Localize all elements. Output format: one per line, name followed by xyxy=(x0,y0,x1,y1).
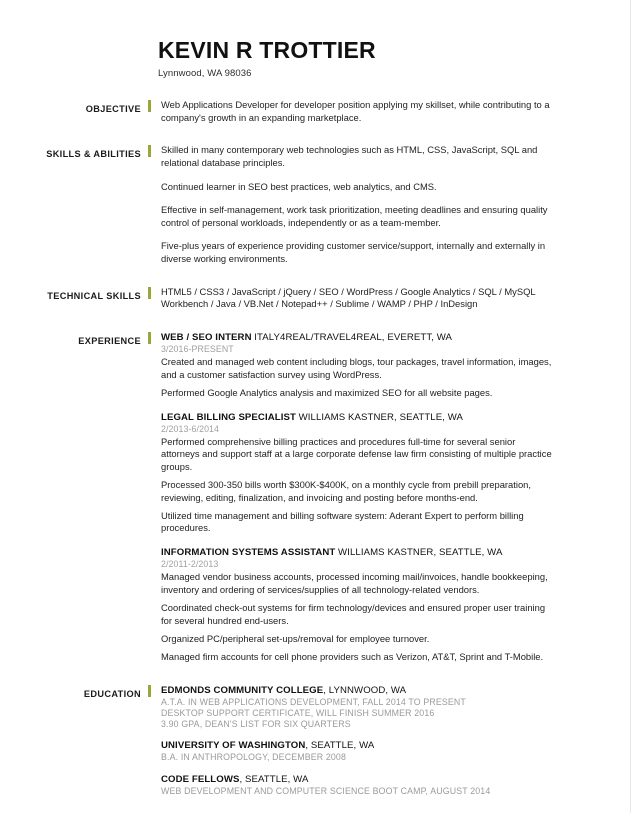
education-content xyxy=(151,684,630,797)
education-detail: B.A. IN ANTHROPOLOGY, DECEMBER 2008 xyxy=(161,752,346,763)
job-company: ITALY4REAL/TRAVEL4REAL, EVERETT, WA xyxy=(254,331,453,343)
section-label-education: EDUCATION xyxy=(83,688,141,699)
education-detail: 3.90 GPA, DEAN'S LIST FOR SIX QUARTERS xyxy=(161,719,351,730)
job-bullet: Organized PC/peripheral set-ups/removal for employee turnover. xyxy=(161,633,430,645)
job-bullet: Coordinated check-out systems for firm technology/devices and ensured proper user training for several hundred end-users. xyxy=(161,602,546,626)
job-title: LEGAL BILLING SPECIALIST xyxy=(161,411,296,423)
education-detail: A.T.A. IN WEB APPLICATIONS DEVELOPMENT, FALL 2014 TO PRESENT xyxy=(161,696,466,707)
job-company: WILLIAMS KASTNER, SEATTLE, WA xyxy=(298,411,464,423)
skills-content xyxy=(151,144,630,265)
education-entry xyxy=(161,739,552,763)
objective-content xyxy=(151,99,630,124)
section-education xyxy=(0,684,630,797)
job-company: WILLIAMS KASTNER, SEATTLE, WA xyxy=(338,546,503,558)
job-title: INFORMATION SYSTEMS ASSISTANT xyxy=(161,546,336,558)
job-bullet: Managed firm accounts for cell phone providers such as Verizon, AT&T, Sprint and T-Mobile. xyxy=(161,651,544,663)
section-technical-skills xyxy=(0,286,630,311)
skills-paragraph: Skilled in many contemporary web technologies such as HTML, CSS, JavaScript, SQL and relational database principles. xyxy=(161,144,538,169)
experience-heading xyxy=(161,546,552,559)
objective-label-column xyxy=(0,99,148,117)
experience-entry xyxy=(161,331,552,400)
job-bullet: Managed vendor business accounts, processed incoming mail/invoices, handle bookkeeping, inventory and ordering of services/supplies of all technology-related vendors. xyxy=(161,571,548,595)
education-entry xyxy=(161,684,552,731)
job-bullet: Created and managed web content including blogs, tour packages, travel information, images, and a customer satisfaction survey using WordPress. xyxy=(161,356,552,380)
objective-paragraph: Web Applications Developer for developer position applying my skillset, while contributing to a company's growth in an expanding marketplace. xyxy=(161,99,550,123)
section-skills-abilities xyxy=(0,144,630,265)
section-label-objective: OBJECTIVE xyxy=(85,104,141,115)
education-school: CODE FELLOWS xyxy=(161,773,240,785)
skills-label-column xyxy=(0,144,148,162)
section-objective xyxy=(0,99,630,124)
education-school: UNIVERSITY OF WASHINGTON xyxy=(161,740,306,752)
candidate-location: Lynnwood, WA 98036 xyxy=(158,68,252,80)
job-bullet: Performed comprehensive billing practices and procedures full-time for several senior attorneys and support staff at a large corporate defense law firm consisting of multiple practice groups. xyxy=(161,436,552,472)
skills-paragraph: Effective in self-management, work task prioritization, meeting deadlines and ensuring quality control of personal workloads, independently or as a team-member. xyxy=(161,204,548,228)
section-experience xyxy=(0,331,630,664)
job-title: WEB / SEO INTERN xyxy=(161,331,252,343)
education-location: , SEATTLE, WA xyxy=(305,740,375,752)
experience-heading xyxy=(161,331,552,344)
section-label-technical-skills: TECHNICAL SKILLS xyxy=(47,290,141,301)
candidate-name: KEVIN R TROTTIER xyxy=(158,37,376,63)
education-detail: DESKTOP SUPPORT CERTIFICATE, WILL FINISH SUMMER 2016 xyxy=(161,708,435,719)
job-bullet: Utilized time management and billing software system: Aderant Expert to perform billing procedures. xyxy=(161,510,524,534)
education-heading xyxy=(161,739,552,752)
education-entry xyxy=(161,773,552,797)
education-detail: WEB DEVELOPMENT AND COMPUTER SCIENCE BOOT CAMP, AUGUST 2014 xyxy=(161,785,491,796)
skills-paragraph: Continued learner in SEO best practices, web analytics, and CMS. xyxy=(161,180,437,192)
section-label-experience: EXPERIENCE xyxy=(78,335,141,346)
technical-skills-list: HTML5 / CSS3 / JavaScript / jQuery / SEO / WordPress / Google Analytics / SQL / MySQL Workbench / Java / VB.Net / Notepad++ / Sublime / WAMP / PHP / InDesign xyxy=(161,285,536,310)
experience-entry xyxy=(161,546,552,664)
education-location: , LYNNWOOD, WA xyxy=(323,684,407,696)
experience-heading xyxy=(161,411,552,424)
technical-label-column xyxy=(0,286,148,304)
experience-label-column xyxy=(0,331,148,349)
job-dates: 2/2011-2/2013 xyxy=(161,558,219,569)
job-dates: 3/2016-PRESENT xyxy=(161,343,234,354)
experience-content xyxy=(151,331,630,664)
section-label-skills-abilities: SKILLS & ABILITIES xyxy=(46,149,141,160)
technical-content xyxy=(151,286,630,311)
experience-entry xyxy=(161,411,552,535)
education-heading xyxy=(161,773,552,786)
job-bullet: Processed 300-350 bills worth $300K-$400K, on a monthly cycle from prebill preparation, reviewing, editing, finalization, and invoicing and posting before months-end. xyxy=(161,479,531,503)
resume-header xyxy=(0,0,630,79)
education-school: EDMONDS COMMUNITY COLLEGE xyxy=(161,684,324,696)
job-bullet: Performed Google Analytics analysis and maximized SEO for all website pages. xyxy=(161,387,493,399)
education-location: , SEATTLE, WA xyxy=(239,773,309,785)
skills-paragraph: Five-plus years of experience providing customer service/support, internally and externally in diverse working environments. xyxy=(161,240,546,265)
education-heading xyxy=(161,684,552,697)
education-label-column xyxy=(0,684,148,702)
job-dates: 2/2013-6/2014 xyxy=(161,423,220,434)
